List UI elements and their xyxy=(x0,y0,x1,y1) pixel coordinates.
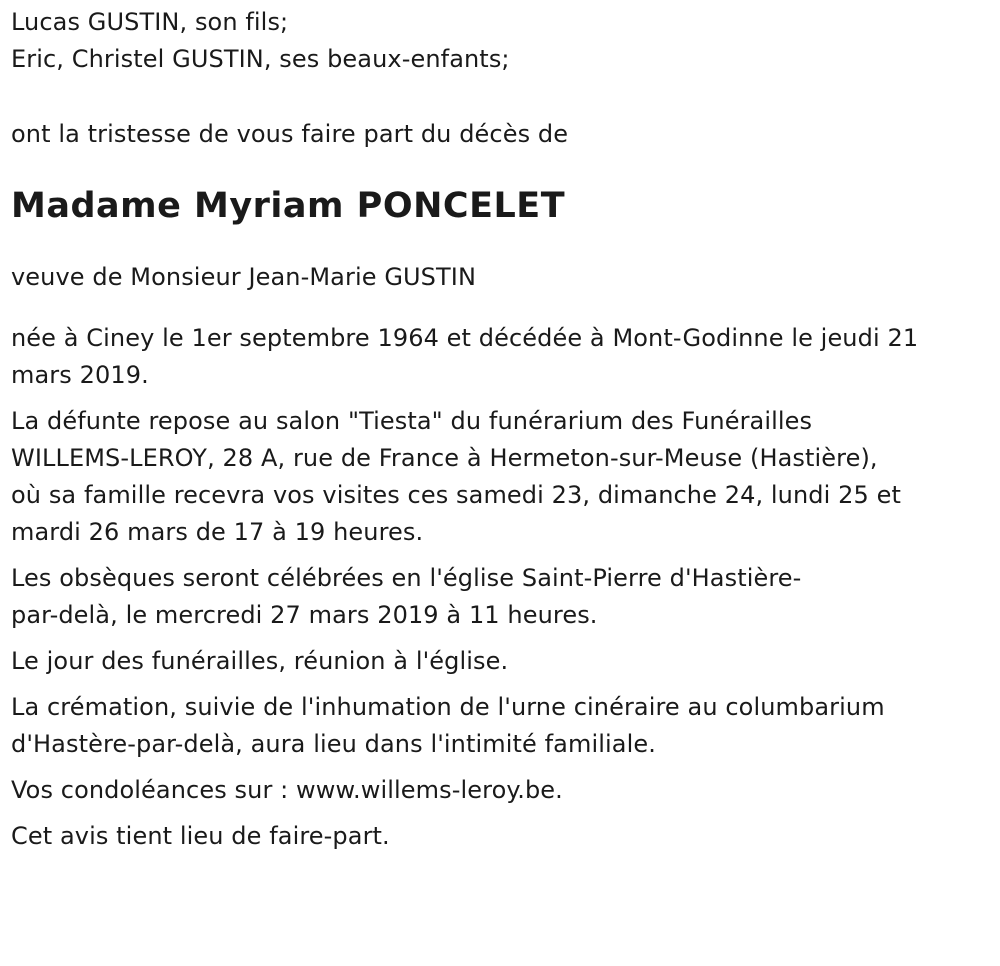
family-list xyxy=(11,0,1000,78)
funeral-line: Les obsèques seront célébrées en l'église Saint-Pierre d'Hastière- xyxy=(11,564,802,592)
notice-statement: Cet avis tient lieu de faire-part. xyxy=(11,822,390,850)
funeral-line: par-delà, le mercredi 27 mars 2019 à 11 heures. xyxy=(11,601,598,629)
repose-line: WILLEMS-LEROY, 28 A, rue de France à Hermeton-sur-Meuse (Hastière), xyxy=(11,444,878,472)
cremation-line: d'Hastère-par-delà, aura lieu dans l'intimité familiale. xyxy=(11,730,656,758)
repose-line: La défunte repose au salon "Tiesta" du funérarium des Funérailles xyxy=(11,407,813,435)
birth-death-line: née à Ciney le 1er septembre 1964 et décédée à Mont-Godinne le jeudi 21 xyxy=(11,324,919,352)
funeral-paragraph xyxy=(11,560,1000,634)
condolences-note: Vos condoléances sur : www.willems-leroy.be. xyxy=(11,776,563,804)
birth-death-line: mars 2019. xyxy=(11,361,149,389)
widow-of: veuve de Monsieur Jean-Marie GUSTIN xyxy=(11,263,477,291)
cremation-line: La crémation, suivie de l'inhumation de l'urne cinéraire au columbarium xyxy=(11,693,885,721)
family-line-step-children: Eric, Christel GUSTIN, ses beaux-enfants; xyxy=(11,45,510,73)
repose-line: mardi 26 mars de 17 à 19 heures. xyxy=(11,518,424,546)
deceased-name: Madame Myriam PONCELET xyxy=(11,186,566,226)
announcement-intro: ont la tristesse de vous faire part du décès de xyxy=(11,120,569,148)
meeting-note: Le jour des funérailles, réunion à l'église. xyxy=(11,647,509,675)
cremation-paragraph xyxy=(11,689,1000,763)
birth-death-paragraph xyxy=(11,320,1000,394)
repose-paragraph xyxy=(11,403,1000,551)
family-line-son: Lucas GUSTIN, son fils; xyxy=(11,8,289,36)
repose-line: où sa famille recevra vos visites ces samedi 23, dimanche 24, lundi 25 et xyxy=(11,481,901,509)
